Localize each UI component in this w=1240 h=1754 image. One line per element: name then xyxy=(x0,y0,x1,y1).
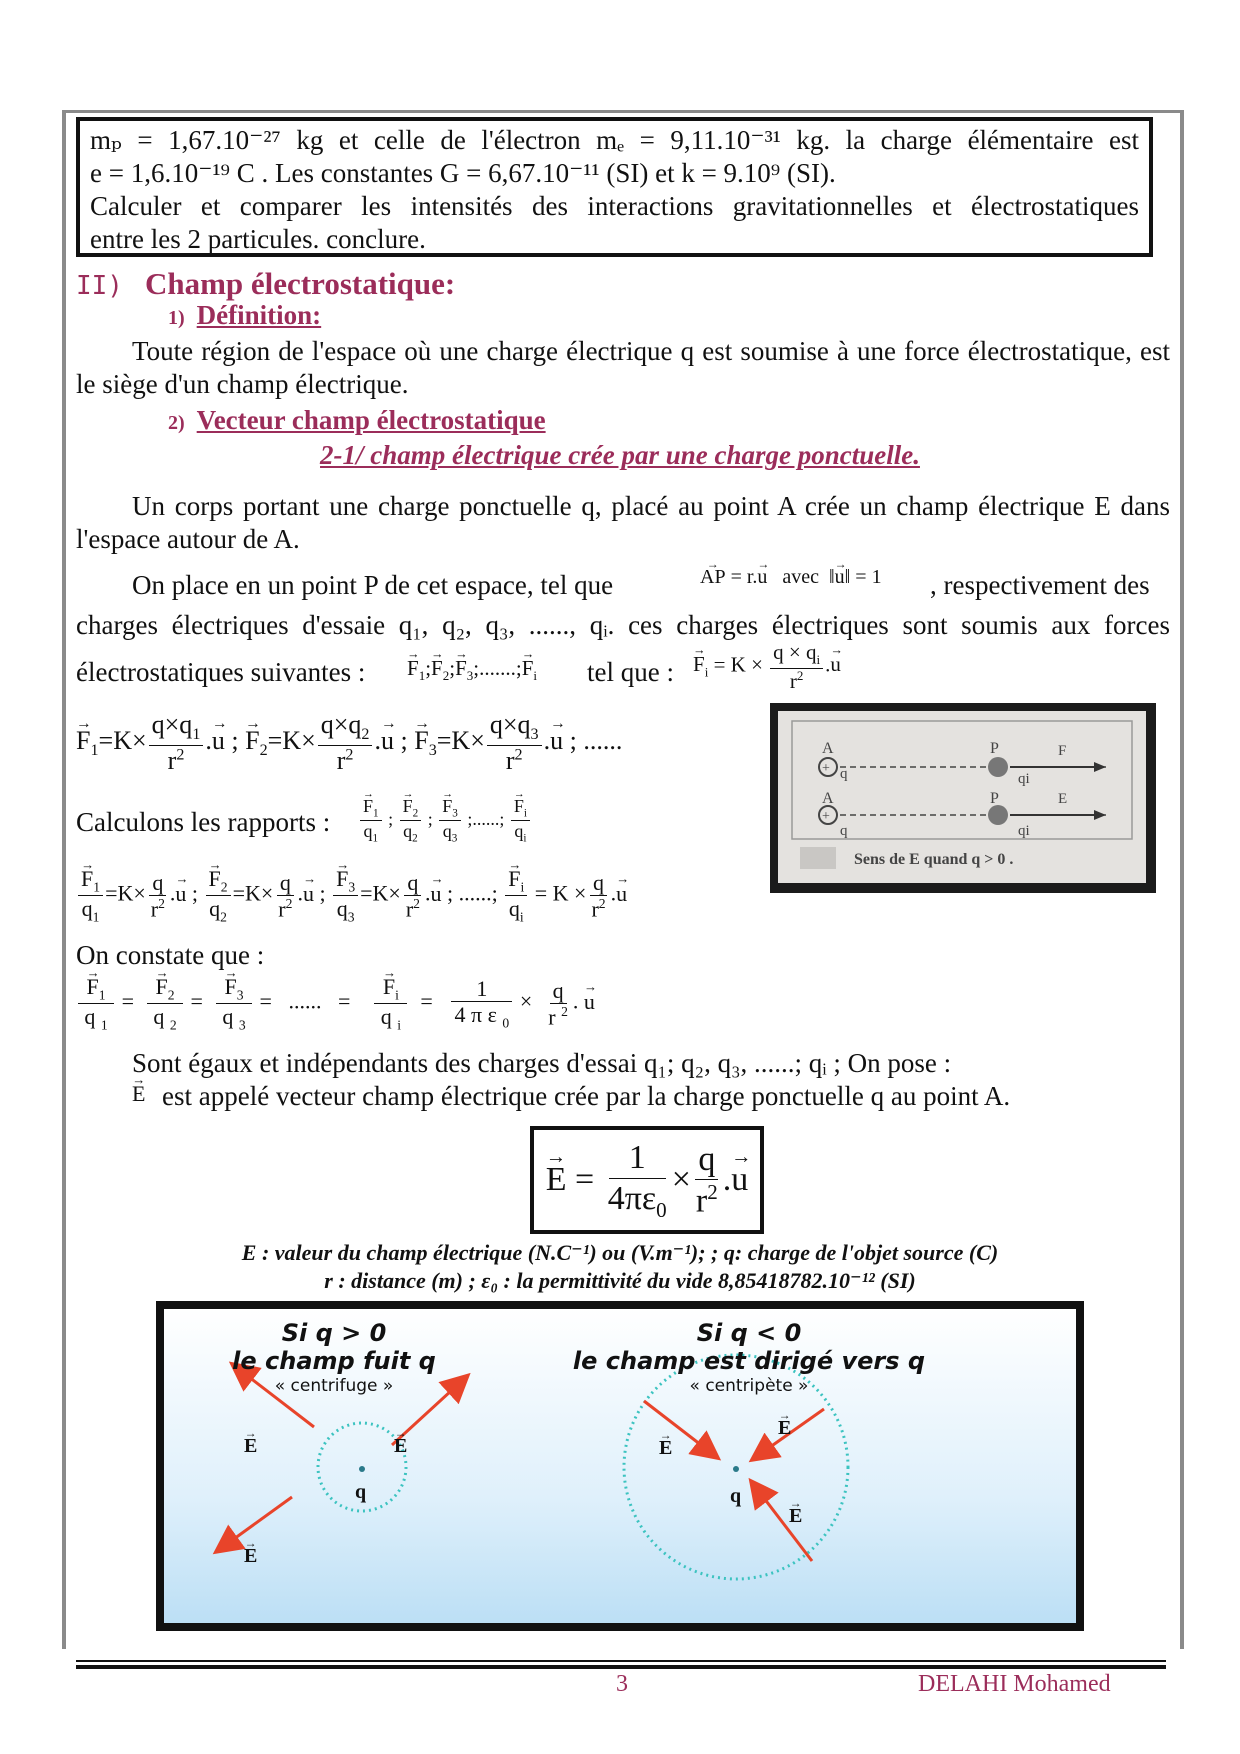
ap-formula: → AP = r.→ u avec ‖→ u‖ = 1 xyxy=(700,566,882,589)
right-label-e2: → E xyxy=(778,1417,791,1440)
constate-label: On constate que : xyxy=(76,940,265,970)
right-arrow-from-down-right xyxy=(754,1485,812,1561)
svg-text:A: A xyxy=(822,790,834,807)
svg-text:A: A xyxy=(822,740,834,757)
subsection-definition xyxy=(168,300,321,331)
equality-chain: → $\frac{F_1}{q _1}$ = → $\frac{F_2}{q _2}$ = → $\frac{F_3}{q _3}$ = ...... = → $\frac{F_i}{q _i}$ = $\frac{1}{4 \pi \varepsilon _0}$ × $\frac{q}{r ^2}$ . → u xyxy=(76,974,595,1033)
paragraph-1: Un corps portant une charge ponctuelle q, placé au point A crée un champ électrique E dans l'espace autour de A. xyxy=(76,491,1170,554)
paragraph-2a: On place en un point P de cet espace, tel que xyxy=(132,570,614,600)
paragraph-2e: tel que : xyxy=(587,657,674,687)
right-title-2: le champ est dirigé vers q xyxy=(572,1347,926,1375)
svg-text:E: E xyxy=(1058,791,1068,807)
svg-text:qi: qi xyxy=(1018,771,1030,787)
section-number: II) xyxy=(76,271,123,301)
footer-author: DELAHI Mohamed xyxy=(918,1671,1111,1697)
subsection-title: Vecteur champ électrostatique xyxy=(196,405,546,435)
left-title-1: Si q > 0 xyxy=(281,1319,387,1347)
left-label-q: q xyxy=(355,1481,367,1503)
right-label-q: q xyxy=(730,1485,742,1507)
subsubsection-title: 2-1/ champ électrique crée par une charge ponctuelle. xyxy=(320,440,920,470)
legend-line-1: E : valeur du champ électrique (N.C⁻¹) ou (V.m⁻¹); ; q: charge de l'objet source (C) xyxy=(241,1240,999,1265)
left-title-3: « centrifuge » xyxy=(274,1376,394,1396)
svg-text:q: q xyxy=(840,766,848,782)
exercise-line-1: mₚ = 1,67.10⁻²⁷ kg et celle de l'électron mₑ = 9,11.10⁻³¹ kg. la charge élémentaire est xyxy=(90,125,1139,155)
right-label-e3: → E xyxy=(789,1505,802,1528)
right-titles xyxy=(564,1319,934,1397)
right-arrow-from-up-left xyxy=(644,1401,714,1455)
forces-expanded: → $F_1=K\times$ $\frac{q\times q_1}{r^2}$ .→ u ; → $F_2=K\times$ $\frac{q\times q_2}{r^2}$ .→ u ; → $F_3=K\times$ $\frac{q\times q_3}{r^2}$ .→ u ; ...... xyxy=(76,710,622,776)
legend-line-2: r : distance (m) ; ε₀ : la permittivité du vide 8,85418782.10⁻¹² (SI) xyxy=(324,1268,916,1293)
exercise-box xyxy=(76,117,1153,257)
definition-text: Toute région de l'espace où une charge électrique q est soumise à une force électrostatique, est le siège d'un champ électrique. xyxy=(76,336,1170,399)
svg-text:q: q xyxy=(840,823,848,839)
left-label-e3: → E xyxy=(244,1545,257,1568)
paragraph-2d: électrostatiques suivantes : xyxy=(76,657,366,687)
right-label-e1: → E xyxy=(659,1437,672,1460)
subsection-vecteur xyxy=(168,405,546,436)
photo-caption: Sens de E quand q > 0 . xyxy=(854,851,1014,868)
svg-text:F: F xyxy=(1058,743,1067,759)
footer-rule-thick xyxy=(76,1665,1166,1669)
left-titles xyxy=(164,1319,504,1397)
exercise-line-4: entre les 2 particules. conclure. xyxy=(90,224,426,254)
forces-list: → $F_1;\to$ $F_2;\to$ $F_3;.......;\to F_i$ xyxy=(407,656,537,684)
sont-egaux-text: Sont égaux et indépendants des charges d'essai q₁; q₂, q₃, ......; qᵢ ; On pose : xyxy=(132,1048,952,1078)
subsection-number: 2) xyxy=(168,412,185,434)
svg-text:P: P xyxy=(990,790,999,807)
left-title-2: le champ fuit q xyxy=(232,1347,436,1375)
paragraph-2b: , respectivement des xyxy=(930,570,1150,600)
left-label-e2: → E xyxy=(394,1435,407,1458)
section-title: Champ électrostatique: xyxy=(144,266,456,301)
ratios-label: Calculons les rapports : xyxy=(76,807,331,837)
svg-text:qi: qi xyxy=(1018,823,1030,839)
left-label-e1: → E xyxy=(244,1435,257,1458)
appele-text: est appelé vecteur champ électrique crée par la charge ponctuelle q au point A. xyxy=(162,1081,1011,1111)
subsection-number: 1) xyxy=(168,307,185,329)
exercise-line-2: e = 1,6.10⁻¹⁹ C . Les constantes G = 6,67.10⁻¹¹ (SI) et k = 9.10⁹ (SI). xyxy=(90,158,836,188)
ratios-list: → $\frac{F_1}{q_1}$ ; → $\frac{F_2}{q_2}$ ; → $\frac{F_3}{q_3}$ ;......; → $\frac{F_i}{q_i}$ xyxy=(358,796,532,846)
svg-text:+: + xyxy=(822,809,830,824)
force-fi-formula: → $F_i = K$ × $\frac{q \times q_i}{r^2}$ .→ u xyxy=(693,640,841,693)
experiment-photo xyxy=(770,703,1156,893)
right-title-1: Si q < 0 xyxy=(696,1319,802,1347)
field-direction-diagram xyxy=(156,1301,1084,1631)
page-number: 3 xyxy=(616,1671,628,1697)
paragraph-2c: charges électriques d'essaie q₁, q₂, q₃, ......, qᵢ. ces charges électriques sont soumis aux forces xyxy=(76,610,1170,640)
section-heading xyxy=(76,266,455,302)
svg-text:P: P xyxy=(990,740,999,757)
e-vector-symbol: → E xyxy=(132,1081,145,1107)
right-title-3: « centripète » xyxy=(689,1376,809,1396)
field-formula-box: → E = $\frac{1}{4\pi\varepsilon_0}$ × $\frac{q}{r^2}$ . → u xyxy=(530,1126,764,1234)
subsection-title: Définition: xyxy=(196,300,322,330)
svg-text:+: + xyxy=(822,761,830,776)
ratios-computed: → $\frac{F_1}{q_1}$ =K× $\frac{q}{r^2}$ .→ u ; → $\frac{F_2}{q_2}$ =K× $\frac{q}{r^2}$ .→ u ; → $\frac{F_3}{q_3}$ =K× $\frac{q}{r^2}$ .→ u ; ......; → $\frac{F_i}{q_i}$ = K × $\frac{q}{r^2}$ .→ u xyxy=(76,866,627,925)
footer-rule-thin xyxy=(76,1660,1166,1662)
exercise-line-3: Calculer et comparer les intensités des interactions gravitationnelles et électrostatiques xyxy=(90,191,1139,221)
